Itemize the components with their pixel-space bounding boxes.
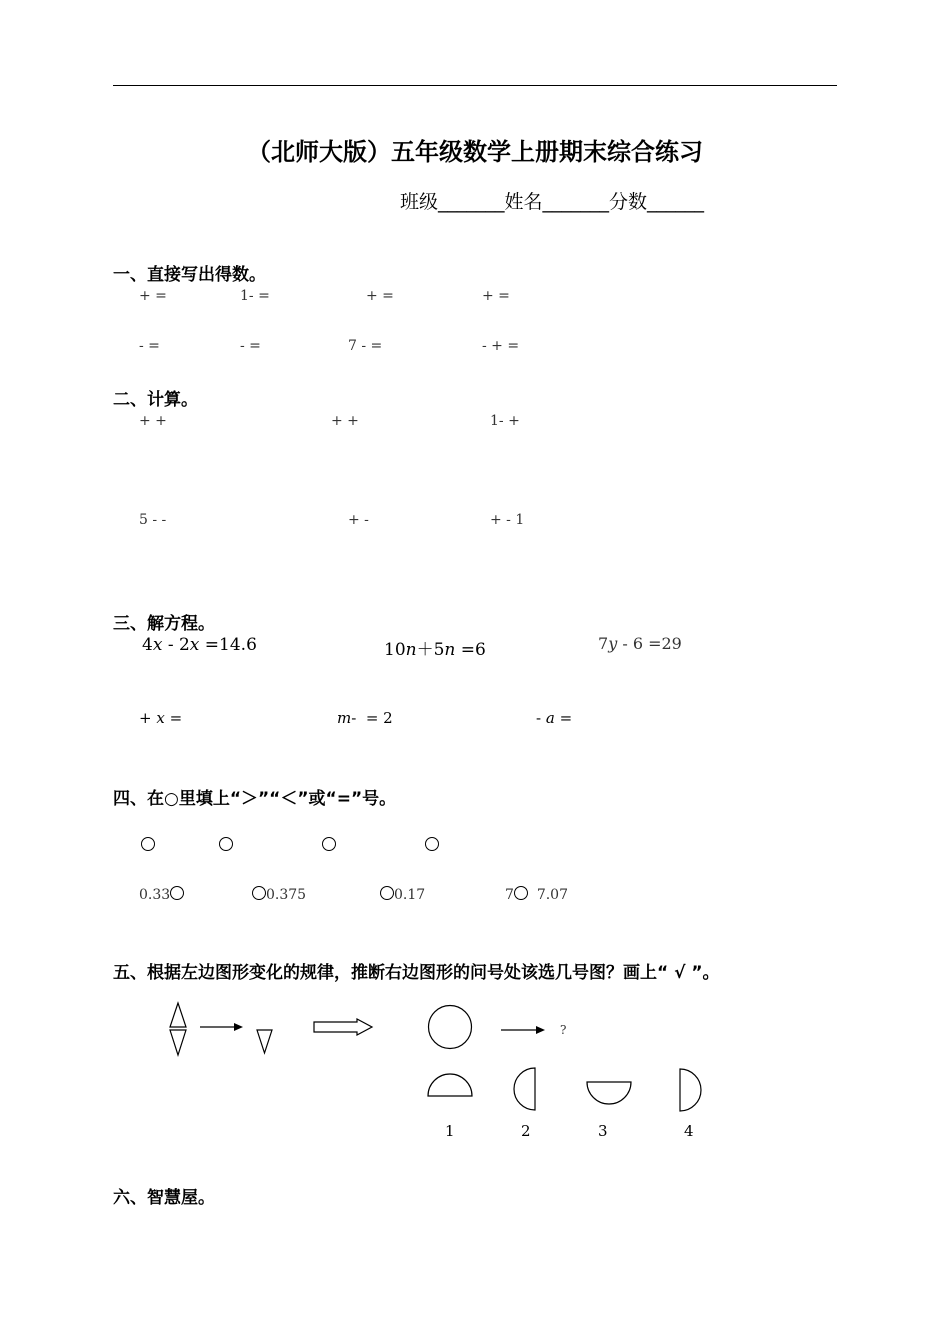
compare-item-3: 0.17 xyxy=(380,886,425,903)
option-label: 1 xyxy=(445,1122,455,1140)
section-5-heading: 五、根据左边图形变化的规律，推断右边图形的问号处该选几号图？画上“ √ ”。 xyxy=(113,963,720,983)
compare-item-1: 0.33 xyxy=(139,886,184,903)
equation-3: 7y - 6 =29 xyxy=(598,634,682,653)
result-triangle xyxy=(257,1030,272,1053)
section-4-heading: 四、在○里填上“＞”“＜”或“=”号。 xyxy=(113,789,397,809)
page-title: （北师大版）五年级数学上册期末综合练习 xyxy=(247,138,703,166)
s1-item: 7 - = xyxy=(348,338,383,354)
s1-item: + = xyxy=(139,288,167,304)
s1-item: + = xyxy=(366,288,394,304)
s1-item: - = xyxy=(240,338,261,354)
option-label: 3 xyxy=(598,1122,608,1140)
s2-item: + + xyxy=(139,413,167,429)
compare-item-4: 7 7.07 xyxy=(505,887,568,903)
up-triangle xyxy=(170,1003,186,1027)
s1-item: - + = xyxy=(482,338,520,354)
section-1-heading: 一、直接写出得数。 xyxy=(113,265,266,285)
equation-4: + x = xyxy=(139,709,183,727)
s2-item: + - 1 xyxy=(490,512,525,528)
s1-item: - = xyxy=(139,338,160,354)
option-label: 2 xyxy=(521,1122,531,1140)
question-mark: ? xyxy=(560,1023,567,1037)
option-3-semicircle-down xyxy=(587,1082,631,1104)
s1-item: 1- = xyxy=(240,288,270,304)
option-4-semicircle-right xyxy=(680,1069,701,1111)
hollow-arrow xyxy=(314,1019,372,1035)
equation-5: m- = 2 xyxy=(337,709,393,727)
equation-6: - a = xyxy=(536,709,573,727)
section-2-heading: 二、计算。 xyxy=(113,390,198,410)
section-6-heading: 六、智慧屋。 xyxy=(113,1188,215,1208)
equation-2: 10n＋5n =6 xyxy=(384,640,486,660)
s2-item: 1- + xyxy=(490,413,520,429)
s2-item: + - xyxy=(348,512,369,528)
student-info-line: 班级_______姓名_______分数______ xyxy=(400,191,705,213)
equation-1: 4x - 2x =14.6 xyxy=(142,635,257,655)
arrow-head xyxy=(234,1023,243,1031)
down-triangle xyxy=(170,1030,186,1055)
option-2-semicircle-left xyxy=(514,1068,535,1110)
option-label: 4 xyxy=(684,1122,694,1140)
s2-item: 5 - - xyxy=(139,512,167,528)
s2-item: + + xyxy=(331,413,359,429)
compare-item-2: 0.375 xyxy=(252,886,306,903)
section-3-heading: 三、解方程。 xyxy=(113,614,215,634)
circle-shape xyxy=(429,1006,472,1049)
s1-item: + = xyxy=(482,288,510,304)
arrow-head xyxy=(536,1026,545,1034)
option-1-semicircle-up xyxy=(428,1074,472,1096)
